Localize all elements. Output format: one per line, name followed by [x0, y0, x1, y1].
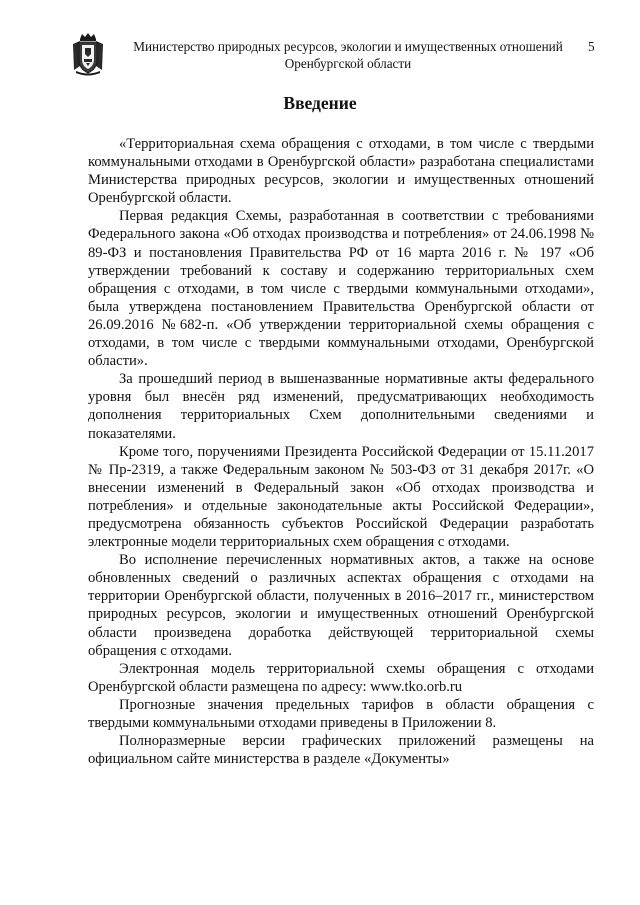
paragraph: Полноразмерные версии графических приложений размещены на официальном сайте министерства в разделе «Документы» — [88, 733, 594, 768]
paragraph: Электронная модель территориальной схемы обращения с отходами Оренбургской области размещена по адресу: www.tko.orb.ru — [88, 660, 594, 695]
paragraph: Первая редакция Схемы, разработанная в соответствии с требованиями Федерального закона «Об отходах производства и потребления» от 24.06.1998 № 89-ФЗ и постановления Правительства РФ от 16 марта 2016 г. № 197 «Об утверждении требований к составу и содержанию территориальных схем обращения с отходами, в том числе с твердыми коммунальными отходами», была утверждена постановлением Правительства Оренбургской области от 26.09.2016 №682-п. «Об утверждении территориальной схемы обращения с отходами, в том числе с твердыми коммунальными отходами, Оренбургской области». — [88, 208, 594, 370]
paragraph: За прошедший период в вышеназванные нормативные акты федерального уровня был внесён ряд изменений, предусматривающих необходимость дополнения территориальных Схем дополнительными сведениями и показателями. — [88, 371, 594, 442]
paragraph: «Территориальная схема обращения с отходами, в том числе с твердыми коммунальными отходами в Оренбургской области» разработана специалистами Министерства природных ресурсов, экологии и имущественных отношений Оренбургской области. — [88, 136, 594, 207]
paragraph: Кроме того, поручениями Президента Российской Федерации от 15.11.2017 № Пр-2319, а также Федеральным законом № 503-ФЗ от 31 декабря 2017г. «О внесении изменений в Федеральный закон «Об отходах производства и потребления» и отдельные законодательные акты Российской Федерации», предусмотрена обязанность субъектов Российской Федерации разработать электронные модели территориальных схем обращения с отходами. — [88, 443, 594, 551]
document-header — [128, 38, 568, 72]
header-ministry-line: Министерство природных ресурсов, экологии и имущественных отношений — [133, 39, 563, 54]
coat-of-arms-icon — [71, 32, 105, 76]
section-title: Введение — [283, 93, 357, 113]
header-region-line: Оренбургской области — [284, 56, 412, 71]
page-number: 5 — [588, 39, 595, 54]
paragraph: Прогнозные значения предельных тарифов в области обращения с твердыми коммунальными отходами приведены в Приложении 8. — [88, 696, 594, 731]
body-text — [88, 135, 594, 768]
paragraph: Во исполнение перечисленных нормативных актов, а также на основе обновленных сведений о различных аспектах обращения с отходами на территории Оренбургской области, полученных в 2016–2017 гг., министерством природных ресурсов, экологии и имущественных отношений Оренбургской области произведена доработка действующей территориальной схемы обращения с отходами. — [88, 552, 594, 659]
